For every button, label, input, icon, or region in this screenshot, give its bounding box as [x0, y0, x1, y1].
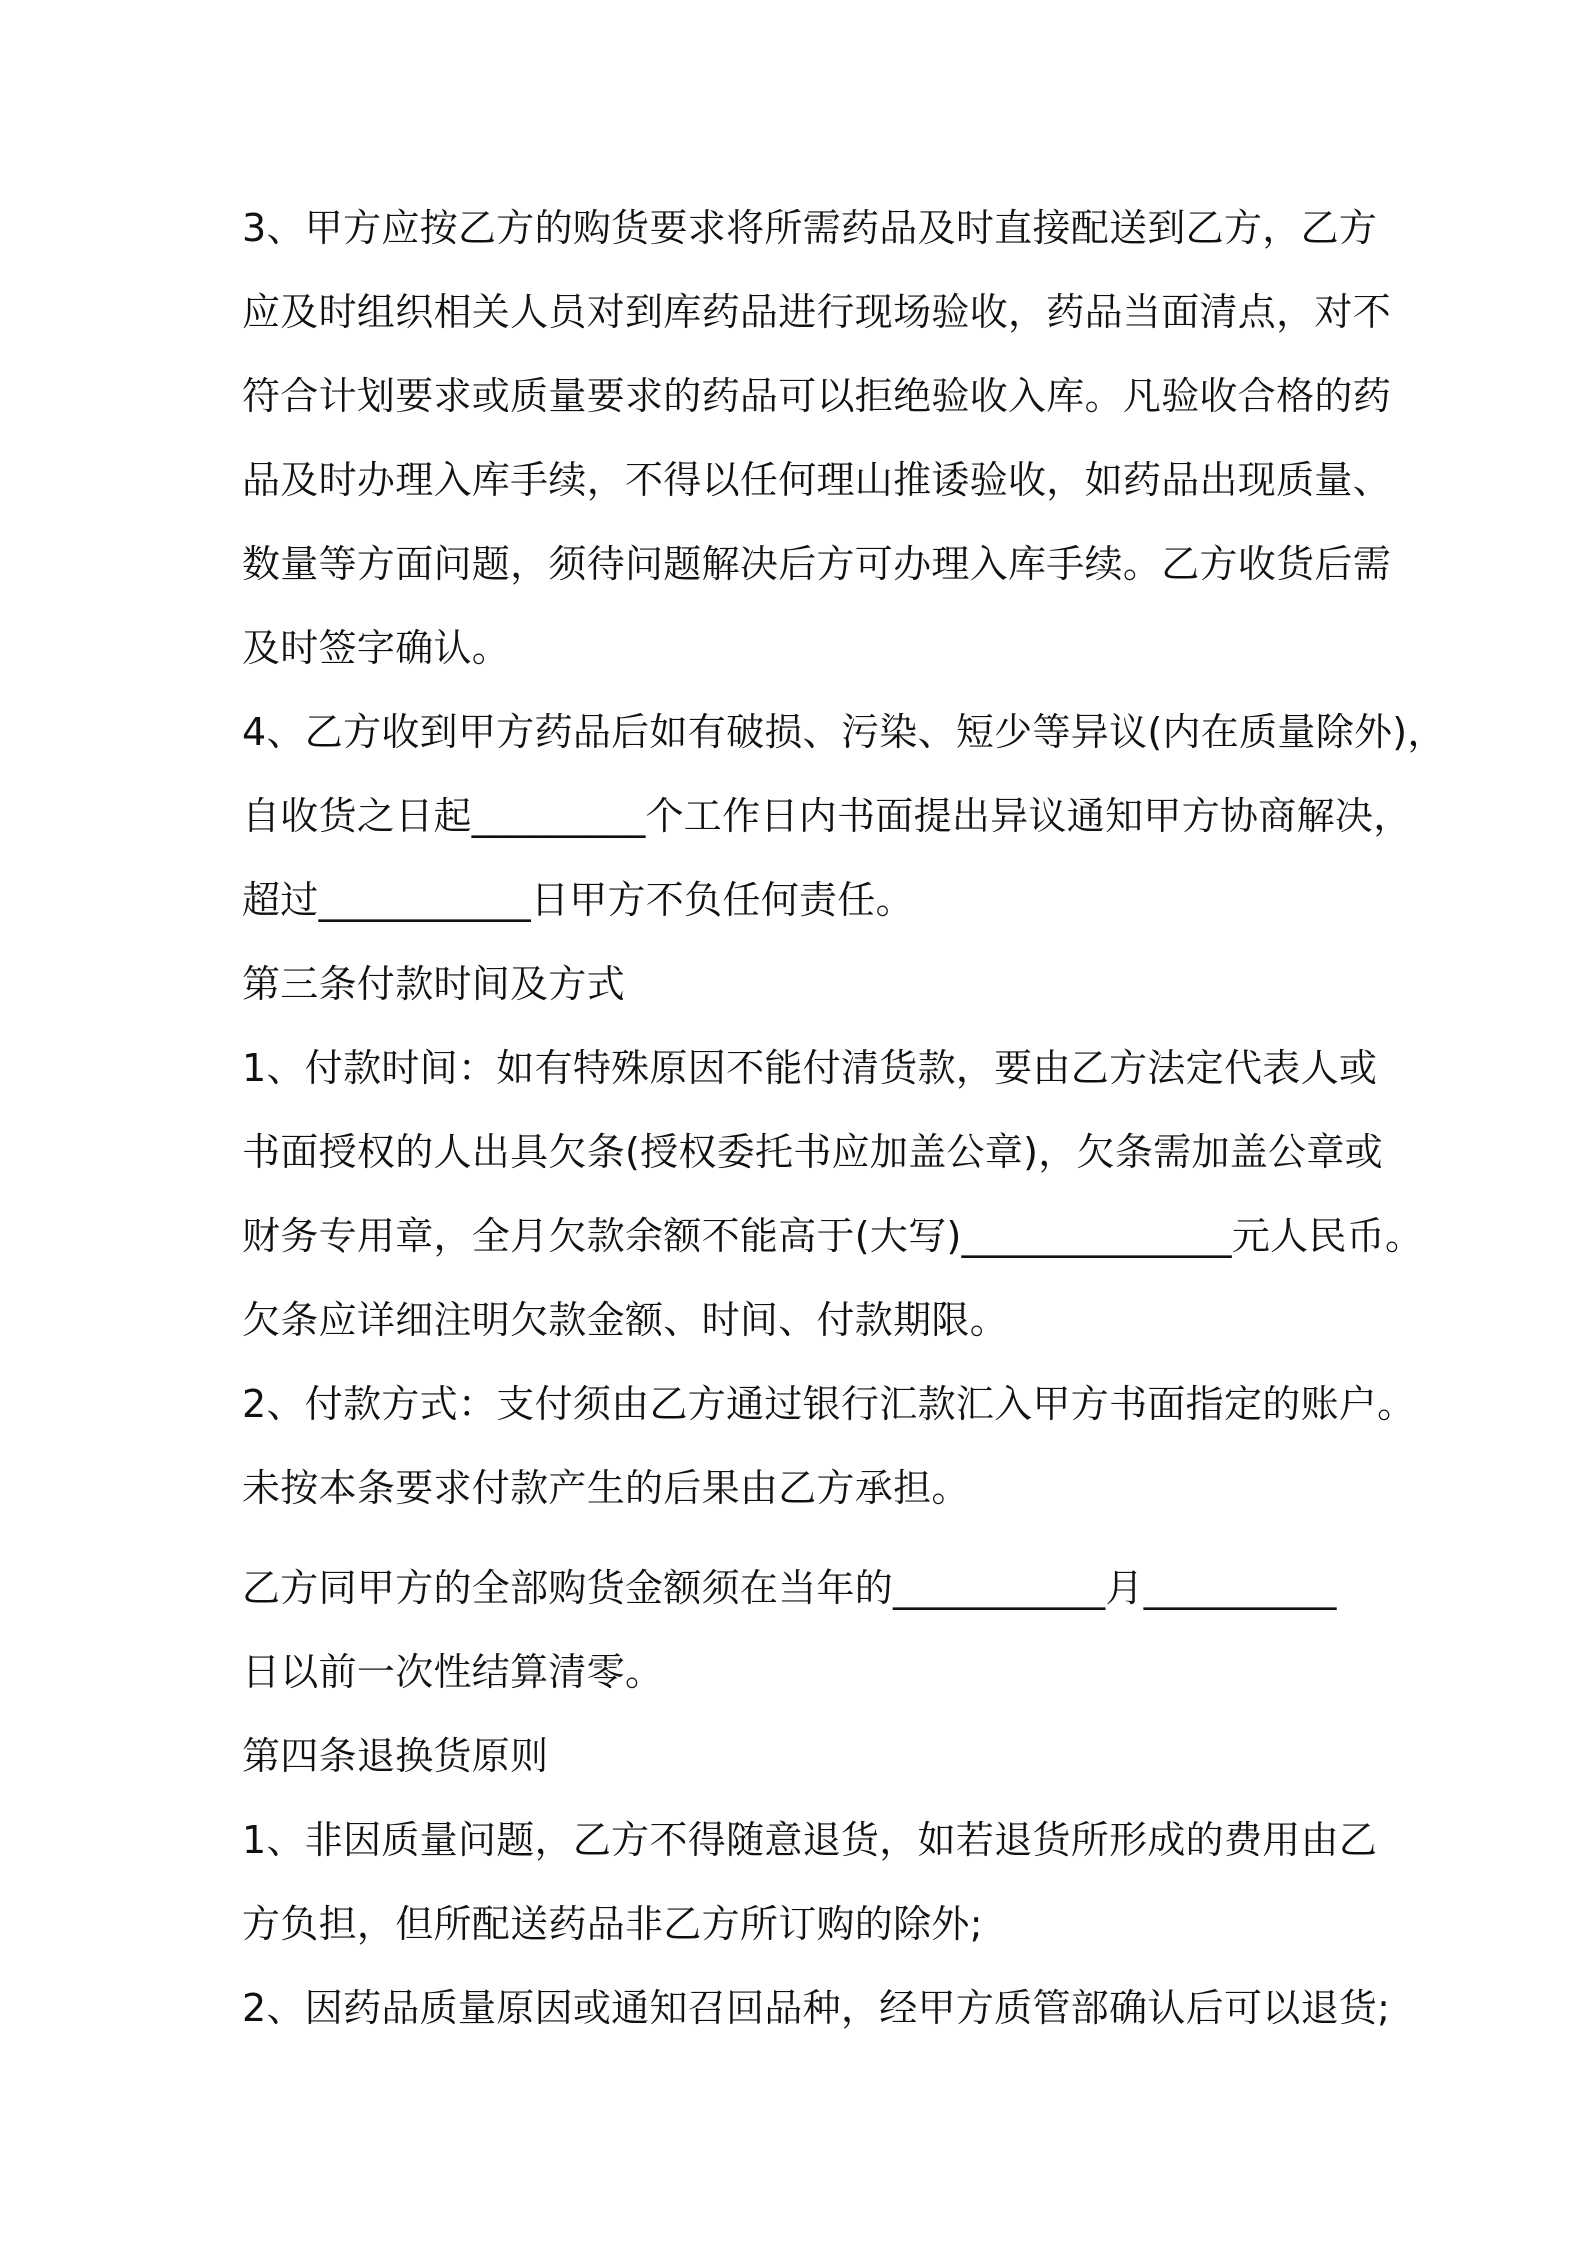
clause-4-line-3: 超过___________日甲方不负任何责任。	[242, 878, 914, 922]
clause-3-line-1: 3、甲方应按乙方的购货要求将所需药品及时直接配送到乙方，乙方	[242, 206, 1378, 250]
return-clause-2-line-1: 2、因药品质量原因或通知召回品种，经甲方质管部确认后可以退货;	[242, 1986, 1391, 2030]
settlement-line-1: 乙方同甲方的全部购货金额须在当年的___________月__________	[242, 1566, 1337, 1610]
clause-4-line-2: 自收货之日起_________个工作日内书面提出异议通知甲方协商解决，	[242, 794, 1412, 838]
clause-3-line-5: 数量等方面问题，须待问题解决后方可办理入库手续。乙方收货后需	[242, 542, 1392, 586]
settlement-line-2: 日以前一次性结算清零。	[242, 1650, 664, 1694]
clause-3-line-2: 应及时组织相关人员对到库药品进行现场验收，药品当面清点，对不	[242, 290, 1392, 334]
section-4-heading: 第四条退换货原则	[242, 1734, 549, 1778]
payment-method-line-2: 未按本条要求付款产生的后果由乙方承担。	[242, 1466, 970, 1510]
clause-3-line-3: 符合计划要求或质量要求的药品可以拒绝验收入库。凡验收合格的药	[242, 374, 1392, 418]
return-clause-1-line-2: 方负担，但所配送药品非乙方所订购的除外;	[242, 1902, 983, 1946]
return-clause-1-line-1: 1、非因质量问题，乙方不得随意退货，如若退货所形成的费用由乙	[242, 1818, 1378, 1862]
clause-3-line-6: 及时签字确认。	[242, 626, 511, 670]
payment-time-line-1: 1、付款时间：如有特殊原因不能付清货款，要由乙方法定代表人或	[242, 1046, 1378, 1090]
clause-3-line-4: 品及时办理入库手续，不得以任何理山推诿验收，如药品出现质量、	[242, 458, 1392, 502]
payment-method-line-1: 2、付款方式：支付须由乙方通过银行汇款汇入甲方书面指定的账户。	[242, 1382, 1416, 1426]
payment-time-line-2: 书面授权的人出具欠条(授权委托书应加盖公章)，欠条需加盖公章或	[242, 1130, 1383, 1174]
payment-time-line-3: 财务专用章，全月欠款余额不能高于(大写)______________元人民币。	[242, 1214, 1424, 1258]
payment-time-line-4: 欠条应详细注明欠款金额、时间、付款期限。	[242, 1298, 1009, 1342]
section-3-heading: 第三条付款时间及方式	[242, 962, 626, 1006]
clause-4-line-1: 4、乙方收到甲方药品后如有破损、污染、短少等异议(内在质量除外)，	[242, 710, 1446, 754]
